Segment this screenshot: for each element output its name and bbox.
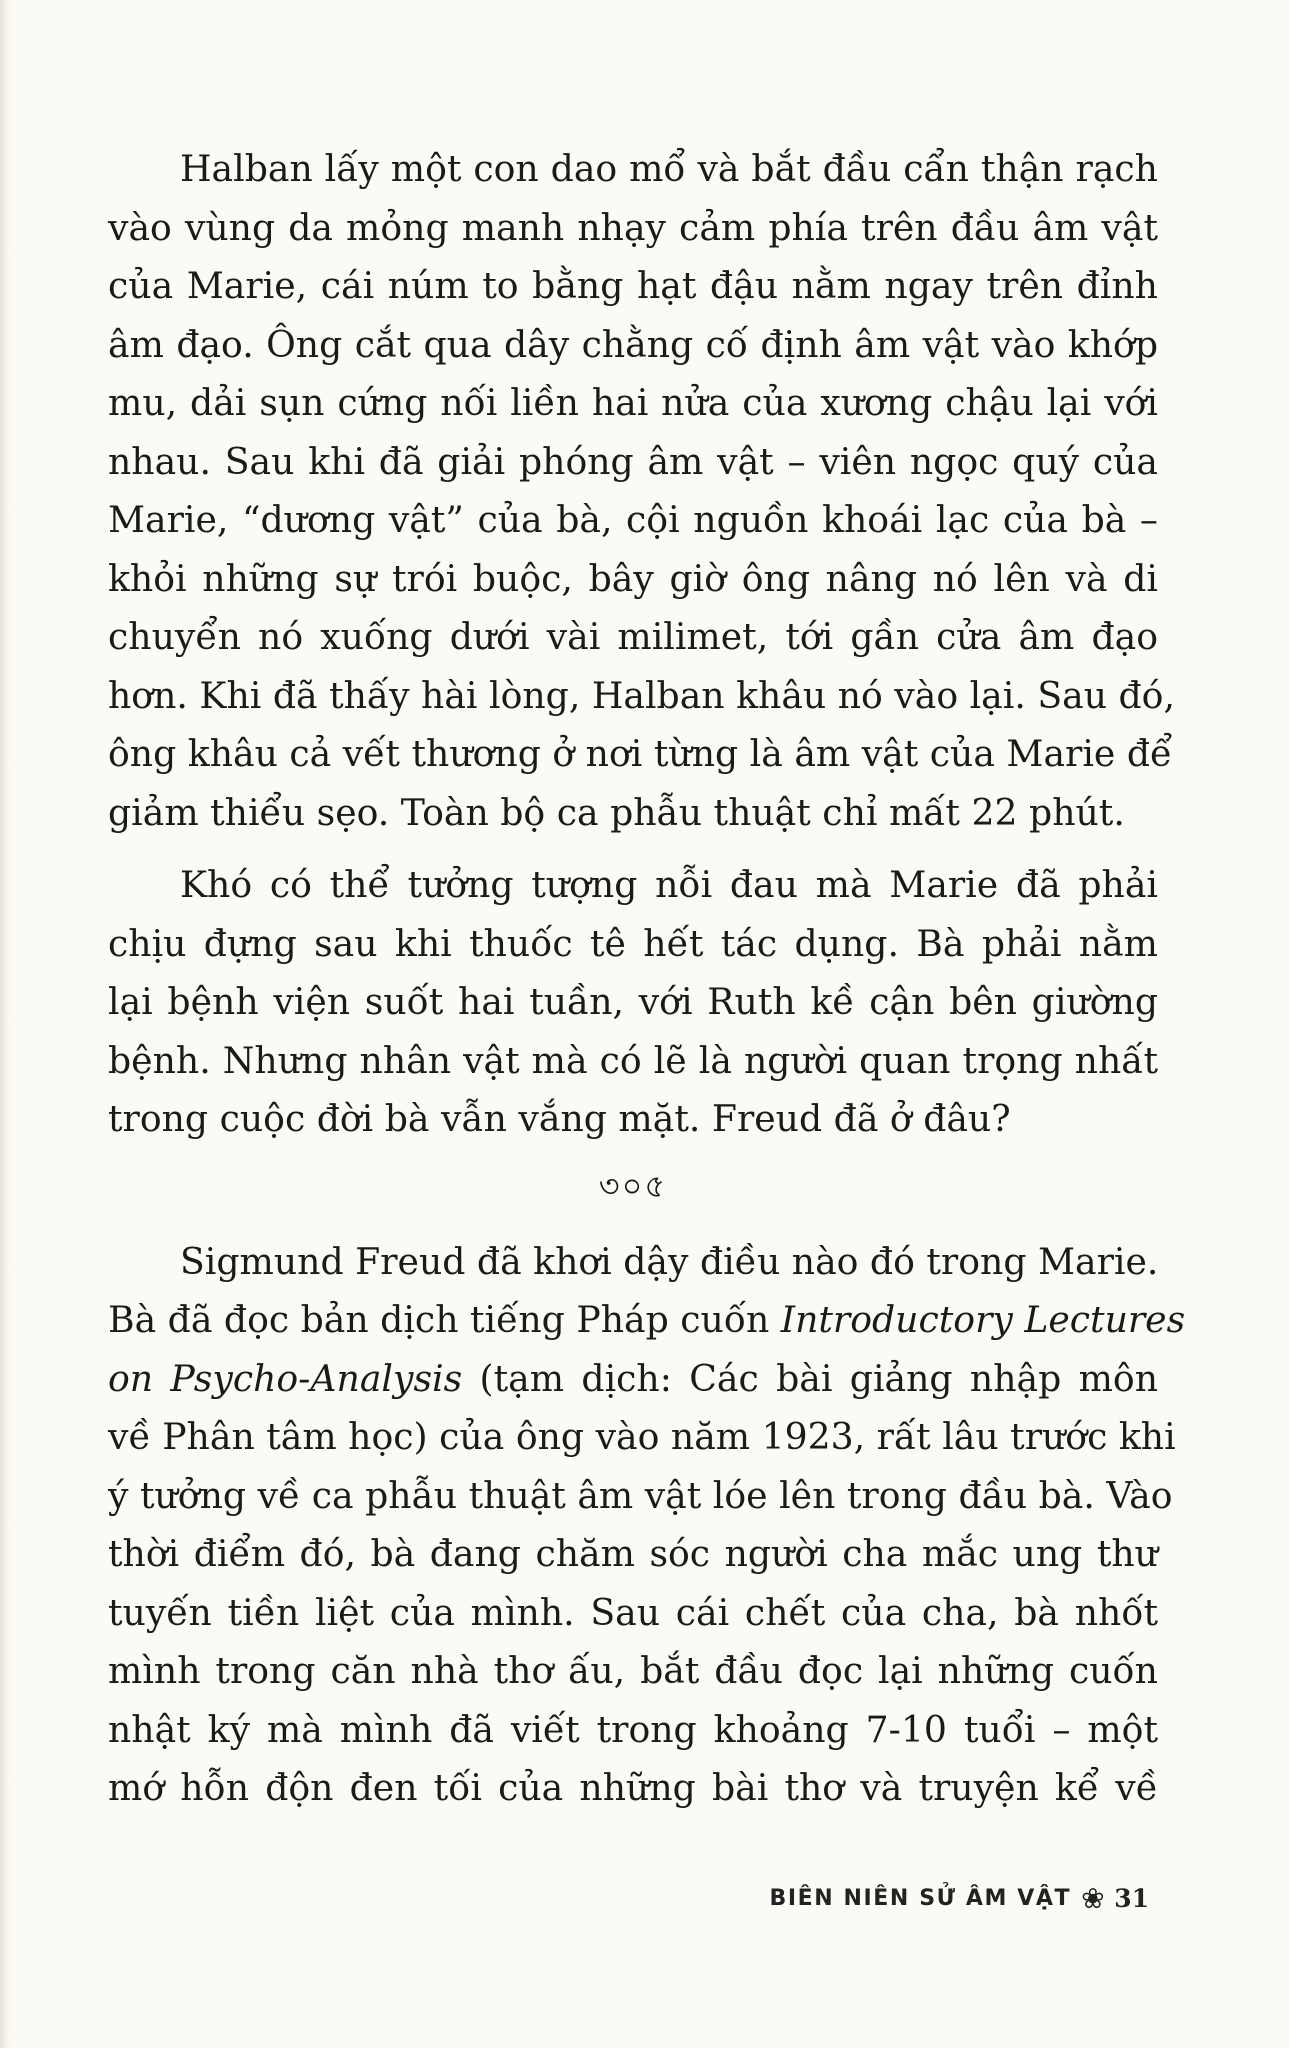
flower-icon: ❀ — [1081, 1882, 1107, 1915]
text-line: Bà đã đọc bản dịch tiếng Pháp cuốn Introductory Lectures — [108, 1298, 1186, 1341]
section-break-ornament: ৩০৫ — [598, 1166, 668, 1205]
text-line: của Marie, cái núm to bằng hạt đậu nằm ngay trên đỉnh — [108, 264, 1158, 307]
paragraph-2 — [108, 856, 1158, 1149]
text-line: bệnh. Nhưng nhân vật mà có lẽ là người quan trọng nhất — [108, 1038, 1158, 1082]
running-title: BIÊN NIÊN SỬ ÂM VẬT — [769, 1886, 1072, 1911]
book-title-italic: Introductory Lectures — [780, 1298, 1186, 1341]
text-line: mình trong căn nhà thơ ấu, bắt đầu đọc lại những cuốn — [108, 1649, 1158, 1692]
page-body — [108, 140, 1186, 1818]
text-line: ông khâu cả vết thương ở nơi từng là âm vật của Marie để — [108, 732, 1173, 775]
text-line: vào vùng da mỏng manh nhạy cảm phía trên đầu âm vật — [108, 205, 1158, 249]
page-edge — [0, 0, 10, 2048]
text-line: thời điểm đó, bà đang chăm sóc người cha mắc ung thư — [108, 1532, 1158, 1575]
page-number: 31 — [1114, 1884, 1149, 1913]
text-line: lại bệnh viện suốt hai tuần, với Ruth kề cận bên giường — [108, 980, 1158, 1023]
paragraph-1 — [108, 140, 1175, 842]
text-line: chịu đựng sau khi thuốc tê hết tác dụng. Bà phải nằm — [108, 921, 1158, 965]
text-line: trong cuộc đời bà vẫn vắng mặt. Freud đã ở đâu? — [108, 1097, 1011, 1140]
text-line: khỏi những sự trói buộc, bây giờ ông nâng nó lên và di — [108, 556, 1158, 600]
text-line: mu, dải sụn cứng nối liền hai nửa của xương chậu lại với — [108, 381, 1158, 424]
text-line: Khó có thể tưởng tượng nỗi đau mà Marie đã phải — [180, 863, 1158, 906]
text-line: Sigmund Freud đã khơi dậy điều nào đó trong Marie. — [180, 1239, 1159, 1283]
text-line: hơn. Khi đã thấy hài lòng, Halban khâu nó vào lại. Sau đó, — [108, 673, 1175, 717]
text-line: Halban lấy một con dao mổ và bắt đầu cẩn thận rạch — [180, 147, 1158, 190]
text-line: mớ hỗn độn đen tối của những bài thơ và truyện kể về — [108, 1766, 1158, 1809]
text-line: nhau. Sau khi đã giải phóng âm vật – viên ngọc quý của — [108, 439, 1158, 483]
text-line: Marie, “dương vật” của bà, cội nguồn khoái lạc của bà – — [108, 498, 1158, 541]
text-line: ý tưởng về ca phẫu thuật âm vật lóe lên trong đầu bà. Vào — [108, 1473, 1173, 1517]
text-line: về Phân tâm học) của ông vào năm 1923, rất lâu trước khi — [108, 1415, 1176, 1458]
book-title-italic: on Psycho-Analysis — [108, 1356, 463, 1400]
text-line: tuyến tiền liệt của mình. Sau cái chết của cha, bà nhốt — [108, 1590, 1158, 1634]
paragraph-3 — [108, 1233, 1186, 1818]
text-line: nhật ký mà mình đã viết trong khoảng 7-10 tuổi – một — [108, 1707, 1158, 1751]
page-footer — [769, 1882, 1149, 1915]
text-line: giảm thiểu sẹo. Toàn bộ ca phẫu thuật chỉ mất 22 phút. — [108, 790, 1125, 834]
text-line: âm đạo. Ông cắt qua dây chằng cố định âm vật vào khớp — [108, 322, 1158, 366]
text-line: chuyển nó xuống dưới vài milimet, tới gần cửa âm đạo — [108, 615, 1158, 658]
text-line: on Psycho-Analysis (tạm dịch: Các bài giảng nhập môn — [108, 1356, 1158, 1400]
